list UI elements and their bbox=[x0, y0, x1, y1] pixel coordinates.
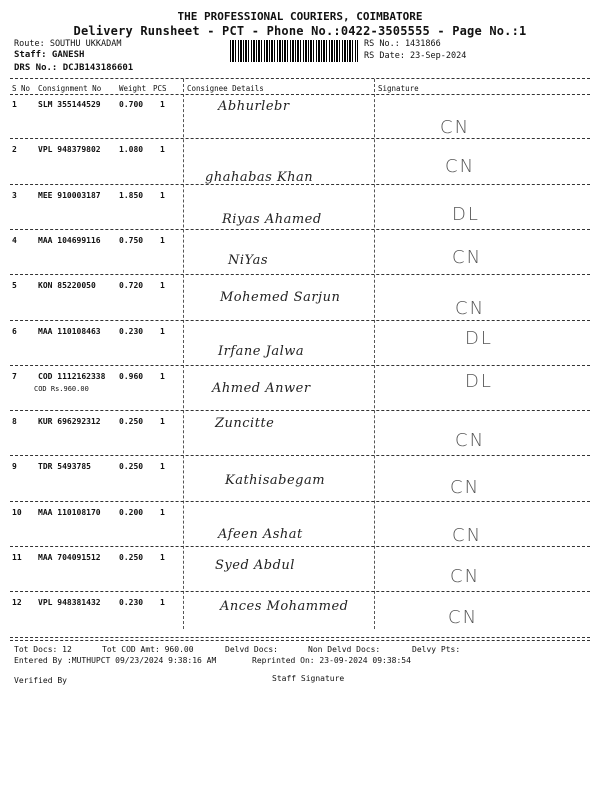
row-serial-no: 1 bbox=[12, 100, 17, 109]
col-sno: S No bbox=[12, 84, 31, 93]
row-consignment-no: VPL 948379802 bbox=[38, 145, 101, 155]
row-pcs: 1 bbox=[160, 281, 165, 291]
row-weight: 1.080 bbox=[119, 145, 144, 155]
row-serial-no: 11 bbox=[12, 553, 22, 562]
row-pcs: 1 bbox=[160, 371, 165, 381]
row-weight: 0.250 bbox=[119, 462, 144, 472]
row-consignee-handwritten: NiYas bbox=[228, 252, 269, 268]
table-header-divider bbox=[10, 94, 590, 95]
row-consignment-no: TDR 5493785 bbox=[38, 462, 91, 472]
row-divider bbox=[10, 229, 590, 230]
row-pcs: 1 bbox=[160, 145, 165, 155]
row-divider bbox=[10, 591, 590, 592]
row-pcs: 1 bbox=[160, 190, 165, 200]
row-divider bbox=[10, 138, 590, 139]
row-consignee-handwritten: Abhurlebr bbox=[218, 99, 290, 114]
staff-label: Staff: GANESH bbox=[14, 50, 85, 60]
row-signature-mark: DL bbox=[465, 370, 493, 392]
row-consignee-handwritten: Ahmed Anwer bbox=[212, 380, 311, 396]
row-consignment-no: KON 85220050 bbox=[38, 281, 96, 291]
row-weight: 0.700 bbox=[119, 100, 144, 109]
row-pcs: 1 bbox=[160, 507, 165, 517]
row-consignment-no: MAA 110108463 bbox=[38, 326, 101, 336]
drs-number: DRS No.: DCJB143186601 bbox=[14, 63, 134, 73]
row-serial-no: 12 bbox=[12, 598, 22, 608]
rs-number: RS No.: 1431866 bbox=[364, 39, 441, 49]
row-pcs: 1 bbox=[160, 598, 165, 608]
row-serial-no: 9 bbox=[12, 462, 17, 472]
row-consignee-handwritten: Zuncitte bbox=[215, 416, 275, 432]
row-pcs: 1 bbox=[160, 553, 165, 562]
delivery-points: Delvy Pts: bbox=[412, 645, 461, 654]
non-delivered-docs: Non Delvd Docs: bbox=[308, 645, 381, 654]
row-cod-amount: COD Rs.960.00 bbox=[34, 384, 89, 393]
col-signature: Signature bbox=[378, 84, 419, 93]
row-signature-mark: CN bbox=[452, 524, 483, 546]
row-signature-mark: DL bbox=[465, 327, 493, 349]
row-weight: 0.230 bbox=[119, 326, 144, 336]
row-consignment-no: COD 1112162338 bbox=[38, 371, 106, 381]
row-divider bbox=[10, 501, 590, 502]
row-serial-no: 4 bbox=[12, 235, 17, 245]
row-divider bbox=[10, 546, 590, 547]
row-weight: 1.850 bbox=[119, 190, 144, 200]
row-consignee-handwritten: ghahabas Khan bbox=[205, 170, 314, 186]
verified-by-label: Verified By bbox=[14, 676, 67, 685]
col-weight: Weight bbox=[119, 84, 147, 93]
row-consignment-no: SLM 355144529 bbox=[38, 100, 101, 109]
row-weight: 0.200 bbox=[119, 507, 144, 517]
row-divider bbox=[10, 320, 590, 321]
row-consignment-no: MAA 704091512 bbox=[38, 553, 101, 562]
row-divider bbox=[10, 184, 590, 185]
row-signature-mark: CN bbox=[448, 607, 479, 629]
row-pcs: 1 bbox=[160, 417, 165, 427]
row-serial-no: 2 bbox=[12, 145, 17, 155]
row-signature-mark: CN bbox=[440, 117, 471, 138]
runsheet-subtitle: Delivery Runsheet - PCT - Phone No.:0422-3505555 - Page No.:1 bbox=[73, 24, 527, 38]
rs-date: RS Date: 23-Sep-2024 bbox=[364, 51, 467, 61]
row-signature-mark: CN bbox=[452, 246, 483, 268]
route-label: Route: SOUTHU UKKADAM bbox=[14, 39, 122, 49]
row-pcs: 1 bbox=[160, 235, 165, 245]
row-weight: 0.750 bbox=[119, 235, 144, 245]
row-signature-mark: CN bbox=[455, 298, 486, 320]
row-serial-no: 6 bbox=[12, 326, 17, 336]
row-signature-mark: CN bbox=[450, 566, 481, 587]
row-divider bbox=[10, 455, 590, 456]
row-serial-no: 7 bbox=[12, 371, 17, 381]
entered-by: Entered By :MUTHUPCT 09/23/2024 9:38:16 AM bbox=[14, 656, 217, 665]
total-cod-amount: Tot COD Amt: 960.00 bbox=[102, 645, 194, 654]
row-consignee-handwritten: Riyas Ahamed bbox=[222, 211, 322, 227]
footer-divider bbox=[10, 640, 590, 641]
row-consignee-handwritten: Ances Mohammed bbox=[220, 599, 349, 615]
row-pcs: 1 bbox=[160, 326, 165, 336]
row-consignee-handwritten: Afeen Ashat bbox=[218, 526, 303, 542]
row-serial-no: 10 bbox=[12, 507, 22, 517]
delivered-docs: Delvd Docs: bbox=[225, 645, 278, 654]
row-consignee-handwritten: Syed Abdul bbox=[215, 558, 295, 573]
row-pcs: 1 bbox=[160, 462, 165, 472]
row-weight: 0.720 bbox=[119, 281, 144, 291]
row-signature-mark: CN bbox=[450, 477, 481, 499]
col-consignee-details: Consignee Details bbox=[187, 84, 264, 93]
row-consignee-handwritten: Irfane Jalwa bbox=[218, 343, 305, 359]
row-weight: 0.250 bbox=[119, 553, 144, 562]
company-title: THE PROFESSIONAL COURIERS, COIMBATORE bbox=[177, 10, 423, 23]
row-consignment-no: MAA 104699116 bbox=[38, 235, 101, 245]
row-consignment-no: VPL 948381432 bbox=[38, 598, 101, 608]
col-pcs: PCS bbox=[153, 84, 167, 93]
row-serial-no: 5 bbox=[12, 281, 17, 291]
col-consignment: Consignment No bbox=[38, 84, 102, 93]
row-consignment-no: MAA 110108170 bbox=[38, 507, 101, 517]
row-consignment-no: MEE 910003187 bbox=[38, 190, 101, 200]
total-docs: Tot Docs: 12 bbox=[14, 645, 72, 654]
reprinted-on: Reprinted On: 23-09-2024 09:38:54 bbox=[252, 656, 411, 665]
row-signature-mark: CN bbox=[445, 156, 476, 178]
row-serial-no: 8 bbox=[12, 417, 17, 427]
row-consignment-no: KUR 696292312 bbox=[38, 417, 101, 427]
staff-signature-label: Staff Signature bbox=[272, 674, 345, 683]
row-weight: 0.250 bbox=[119, 417, 144, 427]
row-divider bbox=[10, 274, 590, 275]
row-consignee-handwritten: Mohemed Sarjun bbox=[220, 290, 341, 306]
table-top-divider bbox=[10, 78, 590, 79]
row-divider bbox=[10, 637, 590, 638]
row-consignee-handwritten: Kathisabegam bbox=[225, 473, 326, 489]
row-signature-mark: DL bbox=[452, 203, 480, 225]
row-serial-no: 3 bbox=[12, 190, 17, 200]
row-divider bbox=[10, 365, 590, 366]
row-pcs: 1 bbox=[160, 100, 165, 109]
row-divider bbox=[10, 410, 590, 411]
row-weight: 0.960 bbox=[119, 371, 144, 381]
barcode-graphic bbox=[230, 40, 358, 62]
row-signature-mark: CN bbox=[455, 430, 486, 452]
row-weight: 0.230 bbox=[119, 598, 144, 608]
